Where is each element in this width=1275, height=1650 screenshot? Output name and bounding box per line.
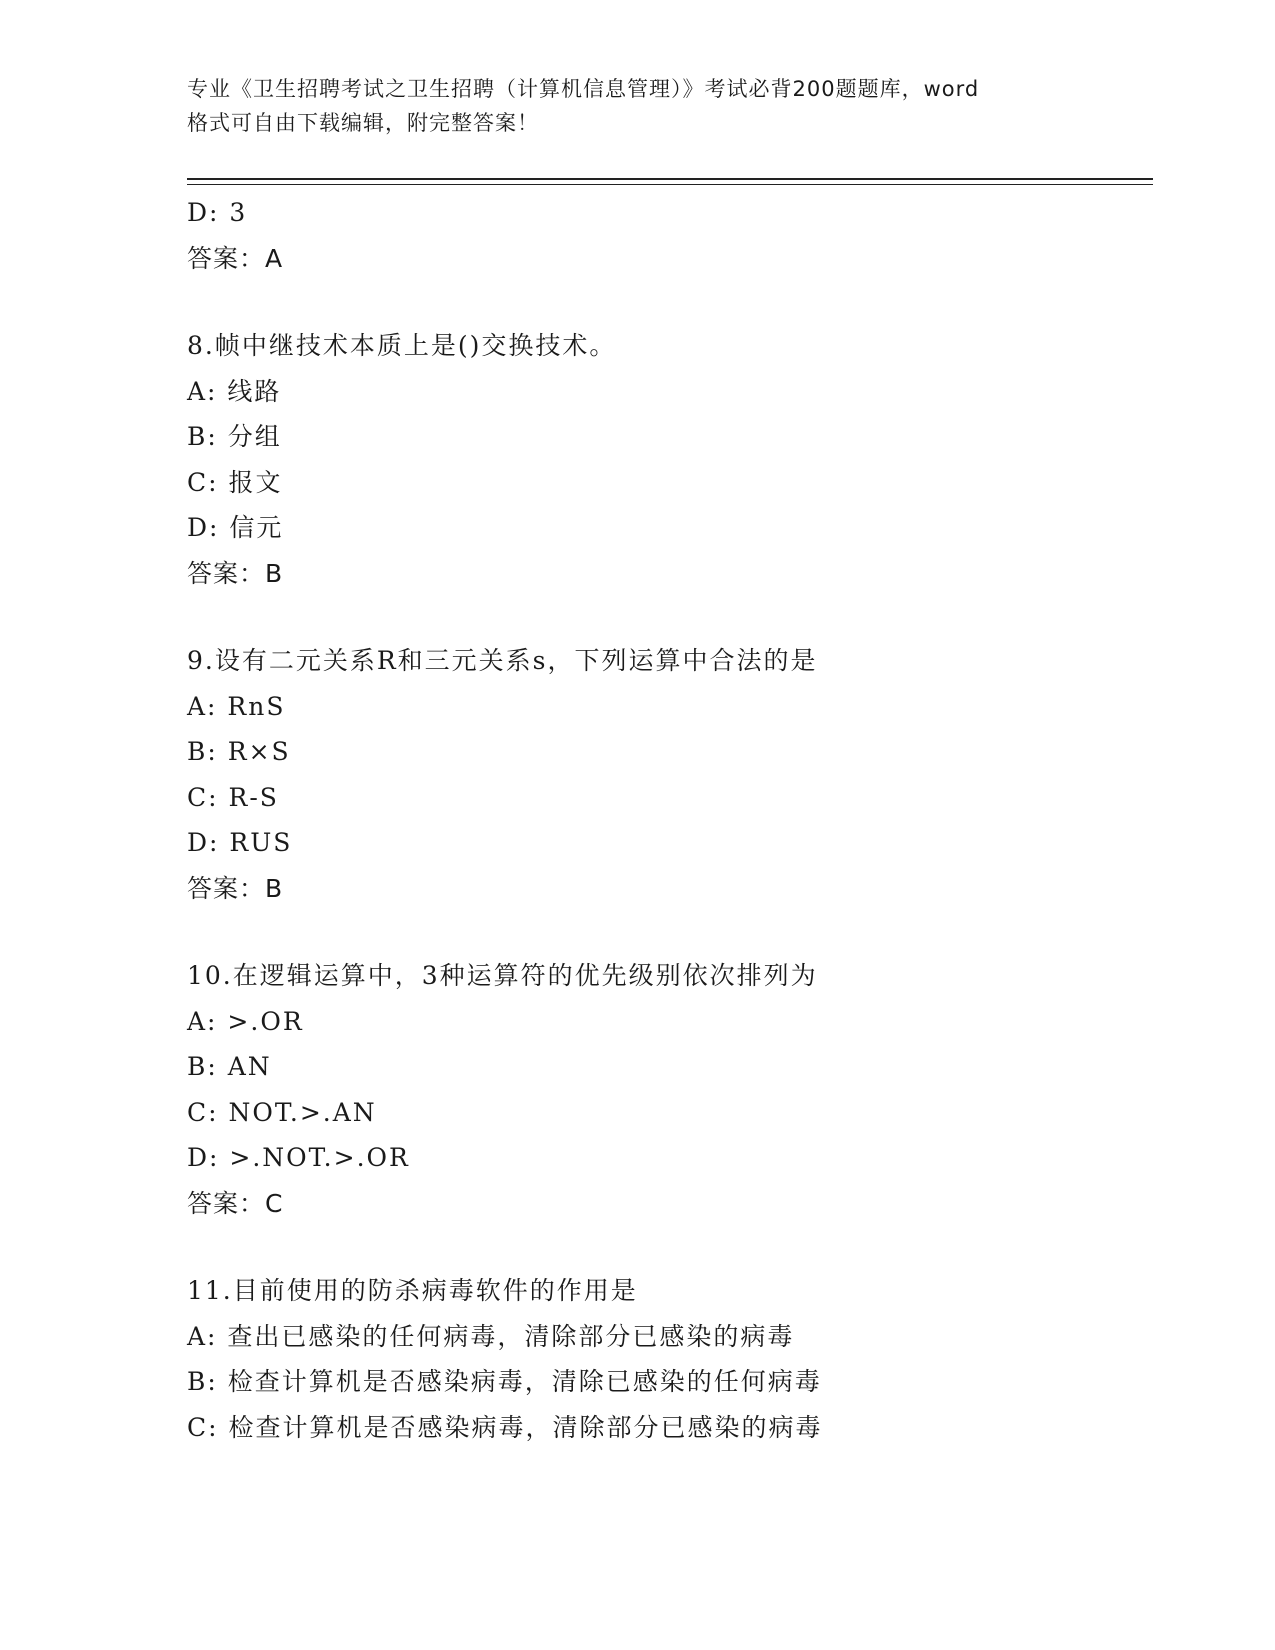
header-rule-thin: [187, 184, 1153, 185]
option-c: C: 报文: [187, 467, 283, 497]
option-a: A: 查出已感染的任何病毒，清除部分已感染的病毒: [187, 1321, 795, 1351]
option-c: C: 检查计算机是否感染病毒，清除部分已感染的病毒: [187, 1412, 823, 1442]
option-c: C: NOT.>.AN: [187, 1097, 377, 1127]
option-d: D: 信元: [187, 513, 284, 542]
question-11: [187, 1268, 1153, 1450]
header-rule-thick: [187, 178, 1153, 180]
question-stem: 9.设有二元关系R和三元关系s，下列运算中合法的是: [187, 646, 818, 675]
option-d: D: RUS: [187, 828, 293, 857]
option-d: D: >.NOT.>.OR: [187, 1143, 410, 1172]
answer-line: 答案：C: [187, 1188, 284, 1218]
answer-line: 答案：A: [187, 243, 284, 273]
option-c: C: R-S: [187, 782, 279, 812]
option-b: B: R×S: [187, 737, 291, 766]
option-a: A: >.OR: [187, 1006, 304, 1036]
option-b: B: 分组: [187, 422, 282, 451]
option-b: B: AN: [187, 1052, 272, 1081]
option-d: D: 3: [187, 198, 248, 227]
question-9: [187, 638, 1153, 911]
question-stem: 8.帧中继技术本质上是()交换技术。: [187, 331, 617, 360]
question-stem: 11.目前使用的防杀病毒软件的作用是: [187, 1276, 638, 1305]
answer-line: 答案：B: [187, 873, 284, 903]
question-10: [187, 953, 1153, 1226]
question-stem: 10.在逻辑运算中，3种运算符的优先级别依次排列为: [187, 961, 818, 990]
document-header: [187, 72, 1087, 140]
question-list: [187, 190, 1153, 1450]
answer-line: 答案：B: [187, 558, 284, 588]
header-line-2: 格式可自由下载编辑，附完整答案！: [187, 111, 539, 135]
header-line-1: 专业《卫生招聘考试之卫生招聘（计算机信息管理）》考试必背200题题库，word: [187, 77, 980, 101]
option-a: A: RnS: [187, 691, 286, 721]
option-a: A: 线路: [187, 376, 282, 406]
option-b: B: 检查计算机是否感染病毒，清除已感染的任何病毒: [187, 1367, 822, 1396]
question-8: [187, 323, 1153, 596]
